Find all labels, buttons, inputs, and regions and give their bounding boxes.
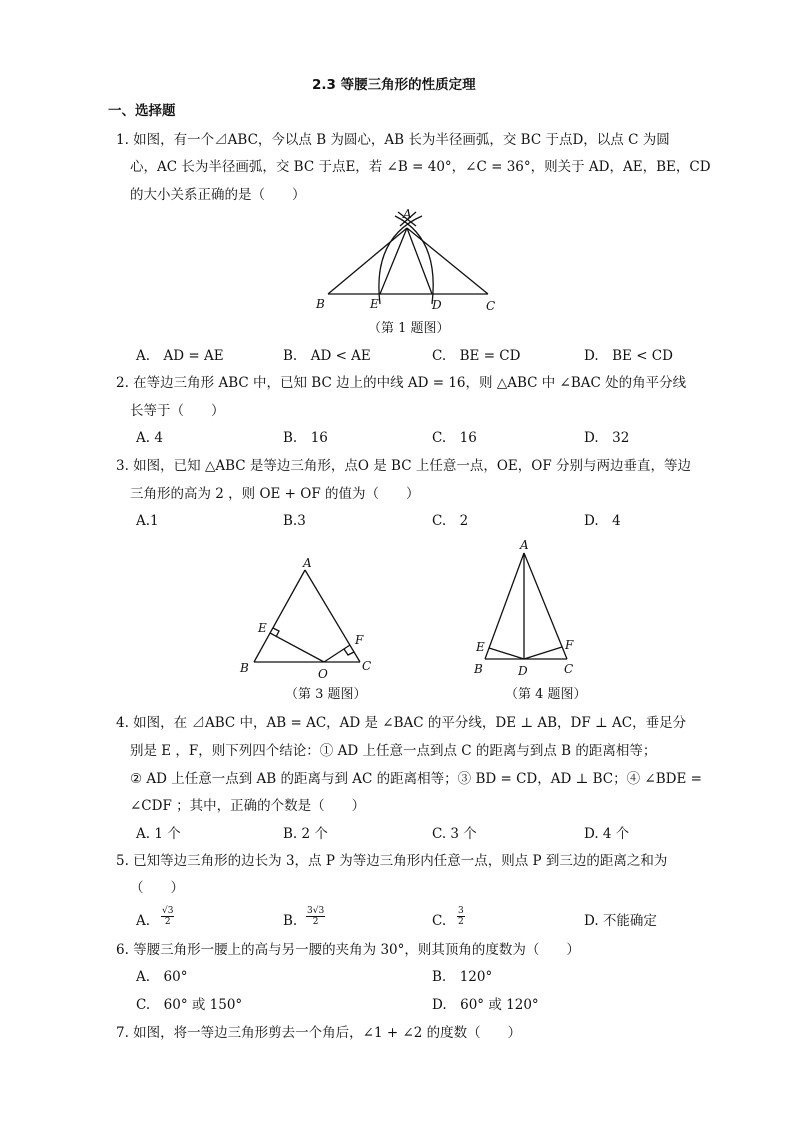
q3-label-o: O bbox=[318, 667, 328, 681]
q4-option-a: A. 1 个 bbox=[136, 826, 181, 842]
q4-label-d: D bbox=[518, 664, 528, 678]
q1-option-a: A. AD = AE bbox=[136, 348, 224, 364]
q4-seg-de bbox=[489, 648, 524, 659]
q3-label-e: E bbox=[258, 621, 267, 635]
q5-option-c-fraction bbox=[457, 906, 465, 927]
q1-option-c: C. BE = CD bbox=[432, 348, 521, 364]
q4-side-ab bbox=[485, 553, 524, 659]
q5-line-2: （ ） bbox=[130, 880, 184, 896]
q4-line-2: 别是 E ，F，则下列四个结论：① AD 上任意一点到点 C 的距离与到点 B 的距离相等； bbox=[130, 743, 657, 759]
q5-option-d: D. 不能确定 bbox=[584, 913, 657, 929]
q1-line-3: 的大小关系正确的是（ ） bbox=[130, 187, 306, 203]
q5-option-a-label: A. bbox=[136, 913, 151, 929]
q5-option-a-fraction bbox=[161, 906, 174, 927]
q4-line-4: ∠CDF ；其中，正确的个数是（ ） bbox=[130, 798, 366, 814]
q2-option-a: A. 4 bbox=[136, 430, 163, 446]
q3-figure bbox=[236, 556, 376, 681]
q5-option-c-numerator: 3 bbox=[458, 906, 464, 916]
q1-label-c: C bbox=[486, 299, 496, 313]
q3-seg-of bbox=[324, 645, 350, 662]
q1-label-d: D bbox=[432, 298, 442, 312]
q4-line-3: ② AD 上任意一点到 AB 的距离与到 AC 的距离相等；③ BD = CD，AD ⊥ BC；④ ∠BDE = bbox=[130, 771, 702, 787]
q6-option-b: B. 120° bbox=[432, 969, 493, 985]
q5-option-a-denominator: 2 bbox=[164, 917, 171, 927]
q1-label-b: B bbox=[316, 297, 325, 311]
q2-option-c: C. 16 bbox=[432, 430, 477, 446]
page-title: 2.3 等腰三角形的性质定理 bbox=[312, 77, 476, 93]
q7-line-1: 7. 如图，将一等边三角形剪去一个角后，∠1 + ∠2 的度数（ ） bbox=[116, 1025, 522, 1041]
q5-option-b-fraction bbox=[306, 906, 325, 927]
q5-option-c-denominator: 2 bbox=[458, 917, 464, 927]
q3-side-ac bbox=[305, 570, 360, 662]
q4-label-b: B bbox=[474, 662, 483, 676]
q4-figure bbox=[468, 537, 588, 677]
q3-label-b: B bbox=[240, 661, 249, 675]
q1-label-a: A bbox=[403, 207, 412, 221]
q5-option-a-numerator: √3 bbox=[162, 906, 174, 916]
q4-seg-df bbox=[524, 647, 562, 659]
q1-option-d: D. BE < CD bbox=[584, 348, 673, 364]
q1-option-b: B. AD < AE bbox=[283, 348, 371, 364]
q5-option-b-numerator: 3√3 bbox=[307, 906, 325, 916]
q1-side-ab bbox=[328, 228, 407, 294]
q6-line-1: 6. 等腰三角形一腰上的高与另一腰的夹角为 30°，则其顶角的度数为（ ） bbox=[116, 942, 580, 958]
q5-option-b-denominator: 2 bbox=[312, 917, 319, 927]
q5-option-c-label: C. bbox=[432, 913, 447, 929]
q2-line-1: 2. 在等边三角形 ABC 中，已知 BC 边上的中线 AD = 16，则 △ABC 中 ∠BAC 处的角平分线 bbox=[116, 375, 687, 391]
q4-caption: （第 4 题图） bbox=[505, 687, 587, 702]
q2-line-2: 长等于（ ） bbox=[130, 403, 225, 419]
q3-line-2: 三角形的高为 2 ，则 OE + OF 的值为（ ） bbox=[130, 486, 420, 502]
q3-label-a: A bbox=[303, 556, 312, 570]
q3-option-a: A.1 bbox=[136, 513, 159, 529]
q5-line-1: 5. 已知等边三角形的边长为 3，点 P 为等边三角形内任意一点，则点 P 到三边的距离之和为 bbox=[116, 853, 668, 869]
q1-caption: （第 1 题图） bbox=[368, 321, 450, 336]
q6-option-a: A. 60° bbox=[136, 969, 188, 985]
q1-label-e: E bbox=[370, 297, 379, 311]
q4-line-1: 4. 如图，在 ⊿ABC 中，AB = AC，AD 是 ∠BAC 的平分线，DE ⊥ AB，DF ⊥ AC，垂足分 bbox=[116, 715, 687, 731]
q4-label-c: C bbox=[564, 662, 574, 676]
q4-label-a: A bbox=[520, 538, 529, 552]
q5-option-b-label: B. bbox=[283, 913, 298, 929]
q1-figure bbox=[310, 208, 530, 318]
q2-option-b: B. 16 bbox=[283, 430, 328, 446]
q3-line-1: 3. 如图，已知 △ABC 是等边三角形，点O 是 BC 上任意一点，OE，OF 分别与两边垂直，等边 bbox=[116, 458, 691, 474]
q4-label-e: E bbox=[476, 640, 485, 654]
q1-line-1: 1. 如图，有一个⊿ABC，今以点 B 为圆心，AB 长为半径画弧，交 BC 于点D，以点 C 为圆 bbox=[116, 132, 670, 148]
q6-option-d: D. 60° 或 120° bbox=[432, 997, 539, 1013]
section-heading: 一、选择题 bbox=[108, 103, 176, 119]
q3-label-f: F bbox=[355, 633, 364, 647]
q4-side-ac bbox=[524, 553, 567, 659]
q4-label-f: F bbox=[565, 638, 574, 652]
q3-option-c: C. 2 bbox=[432, 513, 469, 529]
q1-line-2: 心，AC 长为半径画弧，交 BC 于点E，若 ∠B = 40°，∠C = 36°，则关于 AD，AE，BE，CD bbox=[130, 159, 711, 175]
q3-label-c: C bbox=[362, 659, 372, 673]
q4-option-c: C. 3 个 bbox=[432, 826, 477, 842]
q3-caption: （第 3 题图） bbox=[285, 687, 367, 702]
q3-option-b: B.3 bbox=[283, 513, 306, 529]
q1-arc-e bbox=[379, 216, 422, 304]
q4-option-d: D. 4 个 bbox=[584, 826, 630, 842]
q2-option-d: D. 32 bbox=[584, 430, 630, 446]
q4-option-b: B. 2 个 bbox=[283, 826, 328, 842]
q3-option-d: D. 4 bbox=[584, 513, 621, 529]
q6-option-c: C. 60° 或 150° bbox=[136, 997, 243, 1013]
q3-seg-oe bbox=[270, 633, 324, 662]
